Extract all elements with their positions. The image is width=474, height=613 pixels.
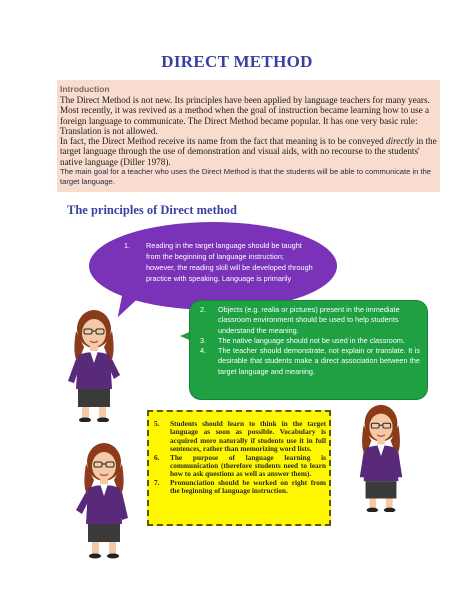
introduction-paragraph-2: In fact, the Direct Method receive its name from the fact that meaning is to be conveyed directly in the target language through the use of demonstration and visual aids, with no recourse to the students' native language (Diller 1978). bbox=[60, 136, 437, 167]
introduction-paragraph-3: The main goal for a teacher who uses the Direct Method is that the students will be able to communicate in the target language. bbox=[60, 167, 432, 187]
purple-principles-list bbox=[124, 240, 314, 284]
introduction-paragraph-1: The Direct Method is not new. Its principles have been applied by language teachers for many years. Most recently, it was revived as a method when the goal of instruction became learning how to use a foreign language to communicate. The Direct Method became popular. It has one very basic rule: Translation is not allowed. bbox=[60, 95, 430, 136]
yellow-principles-list bbox=[154, 420, 326, 496]
teacher-cartoon-icon bbox=[62, 307, 126, 422]
list-item: 2. Objects (e.g. realia or pictures) present in the immediate classroom environment should be used to help students understand the meaning. bbox=[200, 305, 400, 335]
list-item: 6. The purpose of language learning is communication (therefore students need to learn how to ask questions as well as answer them). bbox=[154, 452, 326, 479]
green-principles-list bbox=[200, 305, 420, 377]
list-item: 3. The native language should not be used in the classroom. bbox=[200, 335, 406, 345]
teacher-cartoon-icon bbox=[350, 402, 412, 512]
list-item: 7. Pronunciation should be worked on right from the beginning of language instruction. bbox=[154, 477, 326, 496]
list-item: 5. Students should learn to think in the target language as soon as possible. Vocabulary is acquired more naturally if students use it in full sentences, rather than memorizing word lists. bbox=[154, 419, 326, 454]
principles-heading: The principles of Direct method bbox=[67, 203, 237, 217]
introduction-heading: Introduction bbox=[60, 84, 110, 94]
introduction-box bbox=[57, 80, 440, 192]
page-title: DIRECT METHOD bbox=[161, 52, 313, 71]
teacher-cartoon-icon bbox=[72, 440, 136, 560]
list-item: 1. Reading in the target language should be taught from the beginning of language instruction; however, the reading skill will be developed through practice with speaking. Language is primarily bbox=[124, 241, 313, 283]
list-item: 4. The teacher should demonstrate, not explain or translate. It is desirable that students make a direct association between the target language and meaning. bbox=[200, 346, 420, 376]
